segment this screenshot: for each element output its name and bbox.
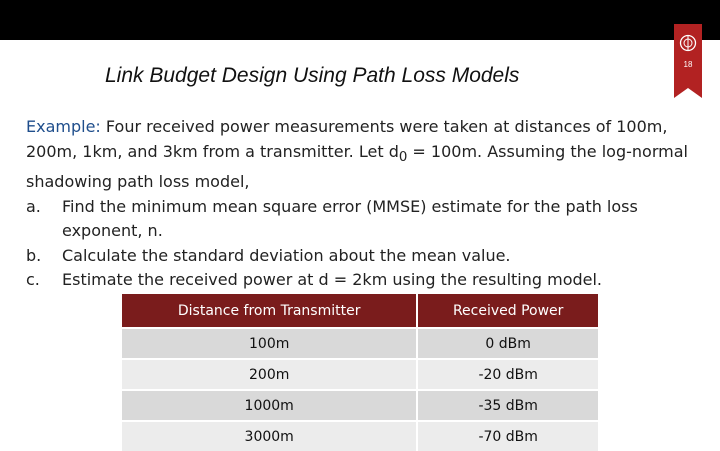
item-marker: b. (26, 245, 42, 265)
page-number: 18 (683, 60, 693, 69)
item-text: Find the minimum mean square error (MMSE) estimate for the path loss exponent, n. (62, 196, 638, 241)
table-row (122, 421, 598, 451)
list-item-c (26, 268, 696, 293)
distance-cell: 200m (122, 359, 417, 390)
item-marker: c. (26, 270, 40, 290)
top-bar (0, 0, 720, 40)
column-header-received-power: Received Power (417, 294, 598, 328)
distance-cell: 100m (122, 328, 417, 359)
intro-text-end: = 100m. Assuming the log-normal shadowing path loss model, (26, 141, 688, 192)
slide-body (26, 115, 696, 293)
power-cell: -35 dBm (417, 390, 598, 421)
power-cell: 0 dBm (417, 328, 598, 359)
table-row (122, 328, 598, 359)
example-label: Example: (26, 117, 101, 136)
power-cell: -20 dBm (417, 359, 598, 390)
item-text: Calculate the standard deviation about the mean value. (62, 245, 511, 265)
table-row (122, 359, 598, 390)
intro-text: Four received power measurements were taken at distances of 100m, 200m, 1km, and 3km from a transmitter. Let d (26, 117, 668, 161)
item-marker: a. (26, 196, 41, 216)
intro-subscript: 0 (398, 149, 408, 165)
list-item-a (26, 195, 696, 244)
power-cell: -70 dBm (417, 421, 598, 451)
slide-title: Link Budget Design Using Path Loss Models (105, 64, 520, 87)
table-row (122, 390, 598, 421)
distance-cell: 3000m (122, 421, 417, 451)
measurements-table (122, 294, 598, 451)
item-text: Estimate the received power at d = 2km using the resulting model. (62, 270, 603, 290)
distance-cell: 1000m (122, 390, 417, 421)
example-intro (26, 115, 696, 195)
table-header-row (122, 294, 598, 328)
list-item-b (26, 244, 696, 269)
column-header-distance: Distance from Transmitter (122, 294, 417, 328)
university-logo-icon (679, 34, 697, 52)
